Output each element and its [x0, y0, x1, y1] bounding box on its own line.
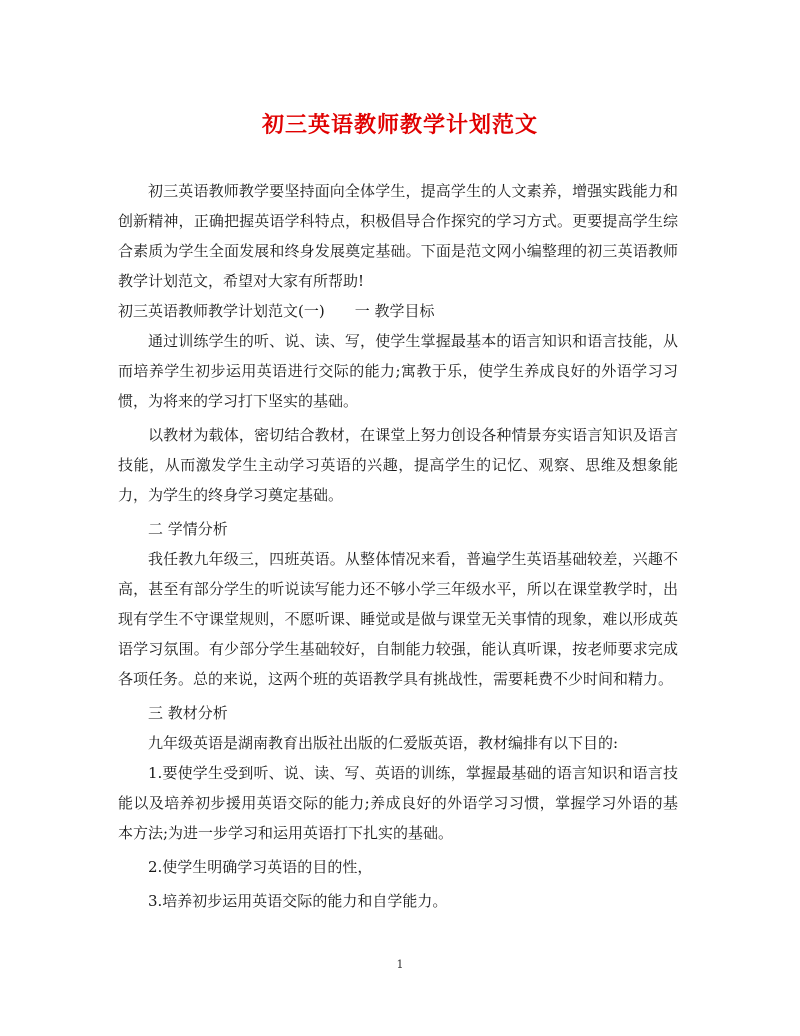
textbook-analysis-paragraph: 九年级英语是湖南教育出版社出版的仁爱版英语，教材编排有以下目的:: [148, 734, 619, 752]
section-heading-plan-one: 初三英语教师教学计划范文(一) 一 教学目标: [118, 302, 435, 320]
intro-paragraph: 初三英语教师教学要坚持面向全体学生，提高学生的人文素养，增强实践能力和创新精神，正确把握英语学科特点，积极倡导合作探究的学习方式。更要提高学生综合素质为学生全面发展和终身发展奠定基础。下面是范文网小编整理的初三英语教师教学计划范文，希望对大家有所帮助!: [118, 182, 678, 290]
textbook-goal-item-2: 2.使学生明确学习英语的目的性，: [148, 858, 373, 876]
page-number: 1: [396, 958, 404, 971]
teaching-goal-paragraph-1: 通过训练学生的听、说、读、写，使学生掌握最基本的语言知识和语言技能，从而培养学生初步运用英语进行交际的能力;寓教于乐，使学生养成良好的外语学习习惯，为将来的学习打下坚实的基础。: [118, 332, 678, 410]
document-title: 初三英语教师教学计划范文: [261, 112, 538, 138]
textbook-goal-item-1: 1.要使学生受到听、说、读、写、英语的训练，掌握最基础的语言知识和语言技能以及培养初步援用英语交际的能力;养成良好的外语学习习惯，掌握学习外语的基本方法;为进一步学习和运用英语打下扎实的基础。: [118, 764, 678, 842]
student-analysis-paragraph: 我任教九年级三，四班英语。从整体情况来看，普遍学生英语基础较差，兴趣不高，甚至有部分学生的听说读写能力还不够小学三年级水平，所以在课堂教学时，出现有学生不守课堂规则，不愿听课、睡觉或是做与课堂无关事情的现象，难以形成英语学习氛围。有少部分学生基础较好，自制能力较强，能认真听课，按老师要求完成各项任务。总的来说，这两个班的英语教学具有挑战性，需要耗费不少时间和精力。: [118, 550, 678, 688]
document-body: [118, 176, 678, 916]
textbook-goal-item-3: 3.培养初步运用英语交际的能力和自学能力。: [148, 892, 448, 910]
section-heading-textbook-analysis: 三 教材分析: [148, 704, 228, 722]
section-heading-student-analysis: 二 学情分析: [148, 520, 228, 538]
teaching-goal-paragraph-2: 以教材为载体，密切结合教材，在课堂上努力创设各种情景夯实语言知识及语言技能，从而激发学生主动学习英语的兴趣，提高学生的记忆、观察、思维及想象能力，为学生的终身学习奠定基础。: [118, 426, 678, 504]
